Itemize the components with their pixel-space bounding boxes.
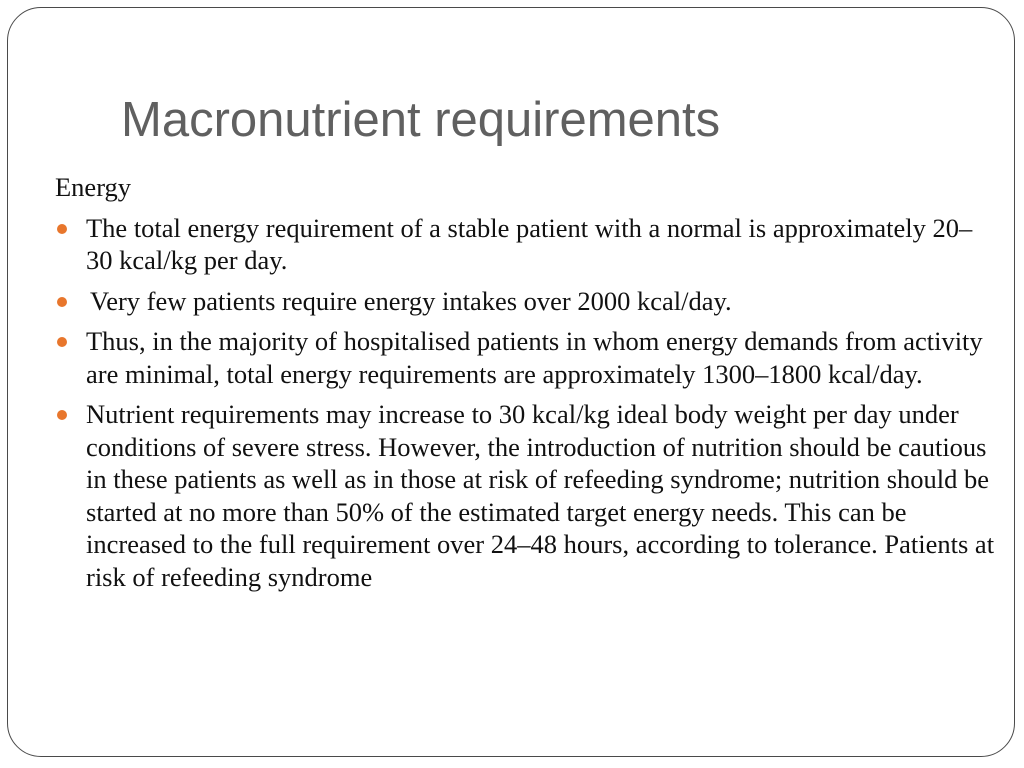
bullet-dot-icon xyxy=(57,297,67,307)
bullet-dot-icon xyxy=(57,410,67,420)
bullet-dot-icon xyxy=(57,337,67,347)
bullet-text: Thus, in the majority of hospitalised patients in whom energy demands from activity are minimal, total energy requirements are approximately 1300–1800 kcal/day. xyxy=(86,326,983,389)
bullet-text: Nutrient requirements may increase to 30 kcal/kg ideal body weight per day under conditions of severe stress. However, the introduction of nutrition should be cautious in these patients as well as in those at risk of refeeding syndrome; nutrition should be started at no more than 50% of the estimated target energy needs. This can be increased to the full requirement over 24–48 hours, according to tolerance. Patients at risk of refeeding syndrome xyxy=(86,399,995,592)
bullet-item xyxy=(55,398,995,593)
slide-body xyxy=(55,171,995,601)
slide-title: Macronutrient requirements xyxy=(121,93,721,147)
bullet-item xyxy=(55,212,995,277)
section-label-energy: Energy xyxy=(55,172,132,202)
bullet-dot-icon xyxy=(57,224,67,234)
bullet-item xyxy=(55,325,995,390)
bullet-text: The total energy requirement of a stable patient with a normal is approximately 20–30 kcal/kg per day. xyxy=(86,212,973,275)
bullet-text: Very few patients require energy intakes over 2000 kcal/day. xyxy=(90,285,732,316)
slide-frame xyxy=(7,7,1015,757)
bullet-item xyxy=(55,285,995,318)
bullet-list xyxy=(55,212,995,594)
